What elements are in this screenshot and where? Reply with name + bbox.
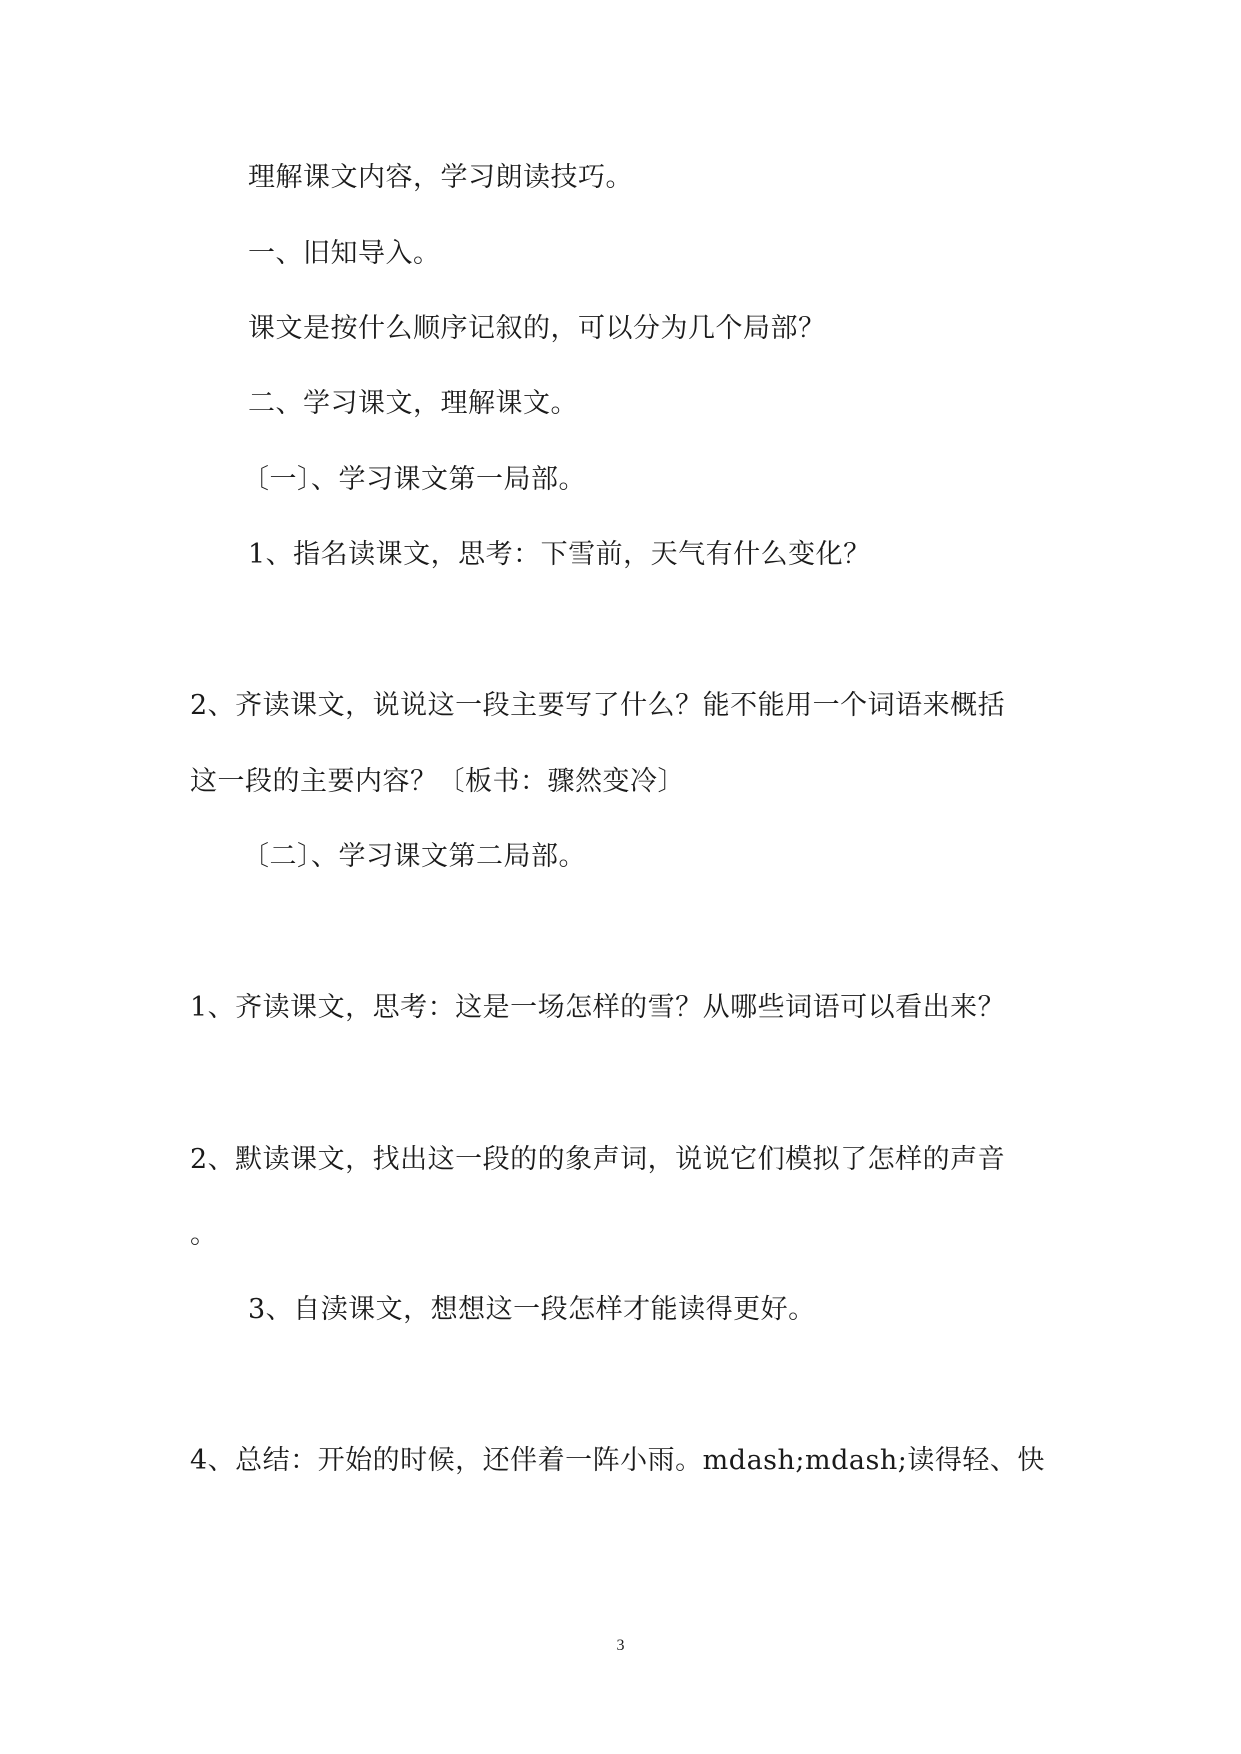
list-item: 2、齐读课文，说说这一段主要写了什么？能不能用一个词语来概括 xyxy=(190,690,1006,721)
subsection-heading: 〔一〕、学习课文第一局部。 xyxy=(242,464,586,495)
paragraph-line: 这一段的主要内容？〔板书：骤然变冷〕 xyxy=(190,766,685,797)
paragraph-line: 。 xyxy=(190,1219,218,1250)
section-heading: 一、旧知导入。 xyxy=(248,238,441,269)
list-item: 2、默读课文，找出这一段的的象声词，说说它们模拟了怎样的声音 xyxy=(190,1144,1006,1175)
list-item: 3、自渎课文，想想这一段怎样才能读得更好。 xyxy=(248,1294,816,1325)
subsection-heading: 〔二〕、学习课文第二局部。 xyxy=(242,841,586,872)
paragraph-line: 理解课文内容，学习朗读技巧。 xyxy=(248,162,633,193)
paragraph-line: 课文是按什么顺序记叙的，可以分为几个局部？ xyxy=(248,313,826,344)
list-item: 1、齐读课文，思考：这是一场怎样的雪？从哪些词语可以看出来？ xyxy=(190,992,1006,1023)
page-number: 3 xyxy=(616,1637,625,1654)
section-heading: 二、学习课文，理解课文。 xyxy=(248,388,578,419)
list-item: 1、指名读课文，思考：下雪前，天气有什么变化？ xyxy=(248,539,871,570)
list-item: 4、总结：开始的时候，还伴着一阵小雨。mdash;mdash;读得轻、快 xyxy=(190,1445,1045,1476)
